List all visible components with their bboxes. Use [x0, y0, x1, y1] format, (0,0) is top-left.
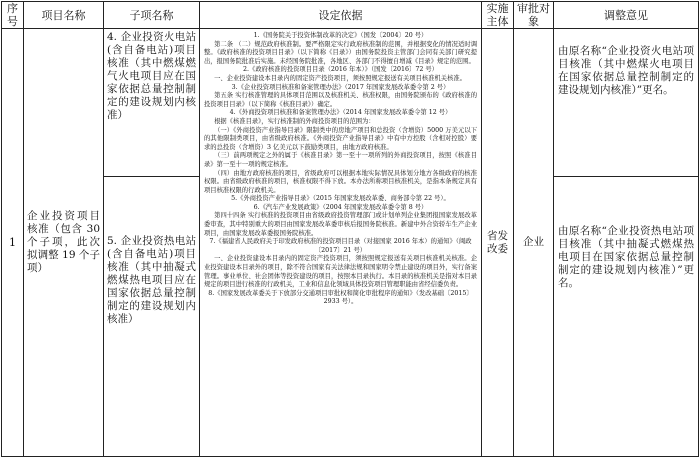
basis-paragraph: 2.《政府核准的投资项目目录（2016 年本）》（国发〔2016〕72 号） [243, 66, 438, 74]
header-project: 项目名称 [24, 2, 104, 29]
header-subitem: 子项名称 [104, 2, 200, 29]
basis-paragraph: 4.《外商投资项目核准和备案管理办法》（2014 年国家发展改革委令第 12 号） [229, 109, 452, 117]
subitem-name: 4. 企业投资火电站(含自备电站)项目核准（其中燃煤燃气火电项目应在国家依据总量控制制定的建设规划内核准） [104, 29, 200, 177]
approval-object: 企业 [514, 29, 554, 457]
header-approval: 审批对象 [514, 2, 554, 29]
basis-paragraph: （一）《外商投资产业指导目录》限制类中的房地产项目和总投资（含增资）5000 万美元以下的其他限制类项目，由省级政府核准。《外商投资产业指导目录》中有中方控股（含相对控股）要求的总投资（含增资）3 亿美元以下鼓励类项目，由地方政府核准。 [204, 126, 477, 151]
row-index: 1 [2, 29, 24, 457]
basis-paragraph: （三）前两项规定之外的属于《核准目录》第一至十一项所列的外商投资项目，按照《核准目录》第一至十一项的规定核准。 [204, 152, 477, 168]
basis-paragraph: 3.《企业投资项目核准和备案管理办法》（2017 年国家发展改革委令第 2 号） [231, 83, 450, 91]
header-basis: 设定依据 [200, 2, 482, 29]
project-name: 企业投资项目核准（包含 30 个子项，此次拟调整 19 个子项） [24, 29, 104, 457]
basis-paragraph: 第二条 （二）规范政府核准制。要严格限定实行政府核准制的范围，并根据变化的情况适时调整。《政府核准的投资项目目录》（以下简称《目录》）由国务院投资主管部门会同有关部门研究提出，报国务院批准后实施。未经国务院批准，各地区、各部门不得擅自增减《目录》规定的范围。 [204, 40, 477, 65]
basis-paragraph: 一、企业投资建设本目录内的固定资产投资项目，须按照规定报送有关项目核准机关核准。企业投资建设本目录外的项目，除不符合国家有关法律法规和国家明令禁止建设的项目外，实行备案管理。事业单位、社会团体等投资建设的项目，按照本目录执行。本目录的核准机关是指对本目录规定的项目进行核准的行政机关，工业和信息化领域具体投资项目管理职能由省经信委负责。 [204, 255, 477, 289]
basis-list [204, 32, 477, 307]
basis-paragraph: 7.《福建省人民政府关于印发政府核准的投资项目目录（对接国家 2016 年本）的通知》（闽政〔2017〕21 号） [209, 238, 472, 254]
header-body: 实施主体 [482, 2, 514, 29]
header-index: 序号 [2, 2, 24, 29]
basis-paragraph: 第五条 实行核准管理的具体项目范围以及核准机关、核准权限，由国务院颁布的《政府核准的投资项目目录》（以下简称《核准目录》）确定。 [204, 92, 477, 108]
adjustment-opinion: 由原名称“企业投资火电站项目核准（其中燃煤火电项目在国家依据总量控制制定的建设规划内核准）”更名。 [554, 29, 699, 177]
adjustment-opinion: 由原名称“企业投资热电站项目核准（其中抽凝式燃煤热电项目在国家依据总量控制制定的建设规划内核准）”更名。 [554, 177, 699, 457]
table-row [2, 29, 699, 177]
basis-paragraph: 1.《国务院关于投资体制改革的决定》（国发〔2004〕20 号） [253, 32, 428, 39]
basis-paragraph: 6.《汽车产业发展政策》（2004 年国家发展改革委令第 8 号） [253, 203, 428, 211]
basis-paragraph: （四）由地方政府核准的项目，省级政府可以根据本地实际情况具体划分地方各级政府的核准权限。由省级政府核准的项目，核准权限不得下放。本办法所称项目核准机关，是指本条规定具有项目核准权限的行政机关。 [204, 169, 477, 194]
header-row [2, 2, 699, 29]
approval-items-table [1, 1, 699, 457]
basis-paragraph: 8.《国家发展改革委关于下放部分交通项目审批权和简化审批程序的通知》（发改基础〔2015〕2933 号）。 [208, 289, 473, 306]
header-opinion: 调整意见 [554, 2, 699, 29]
basis-paragraph: 一、企业投资建设本目录内的固定资产投资项目，须按照规定报送有关项目核准机关核准。 [214, 74, 466, 82]
basis-paragraph: 第四十四条 实行核准的投资项目由省级政府投资管理部门或计划单列企业集团报国家发展改革委审查，其中特别重大的项目由国家发展改革委审核后报国务院核准。新建中外合资轿车生产企业项目，由国家发展改革委报国务院核准。 [204, 212, 477, 237]
subitem-name: 5. 企业投资热电站(含自备电站)项目核准（其中抽凝式燃煤热电项目应在国家依据总量控制制定的建设规划内核准） [104, 177, 200, 457]
implementing-body: 省发改委 [482, 29, 514, 457]
basis-paragraph: 5.《外商投资产业指导目录》（2015 年国家发展改革委、商务部令第 22 号）。 [231, 195, 450, 203]
basis-paragraph: 根据《核准目录》，实行核准制的外商投资项目的范围为： [214, 117, 375, 125]
basis-text [200, 29, 482, 457]
